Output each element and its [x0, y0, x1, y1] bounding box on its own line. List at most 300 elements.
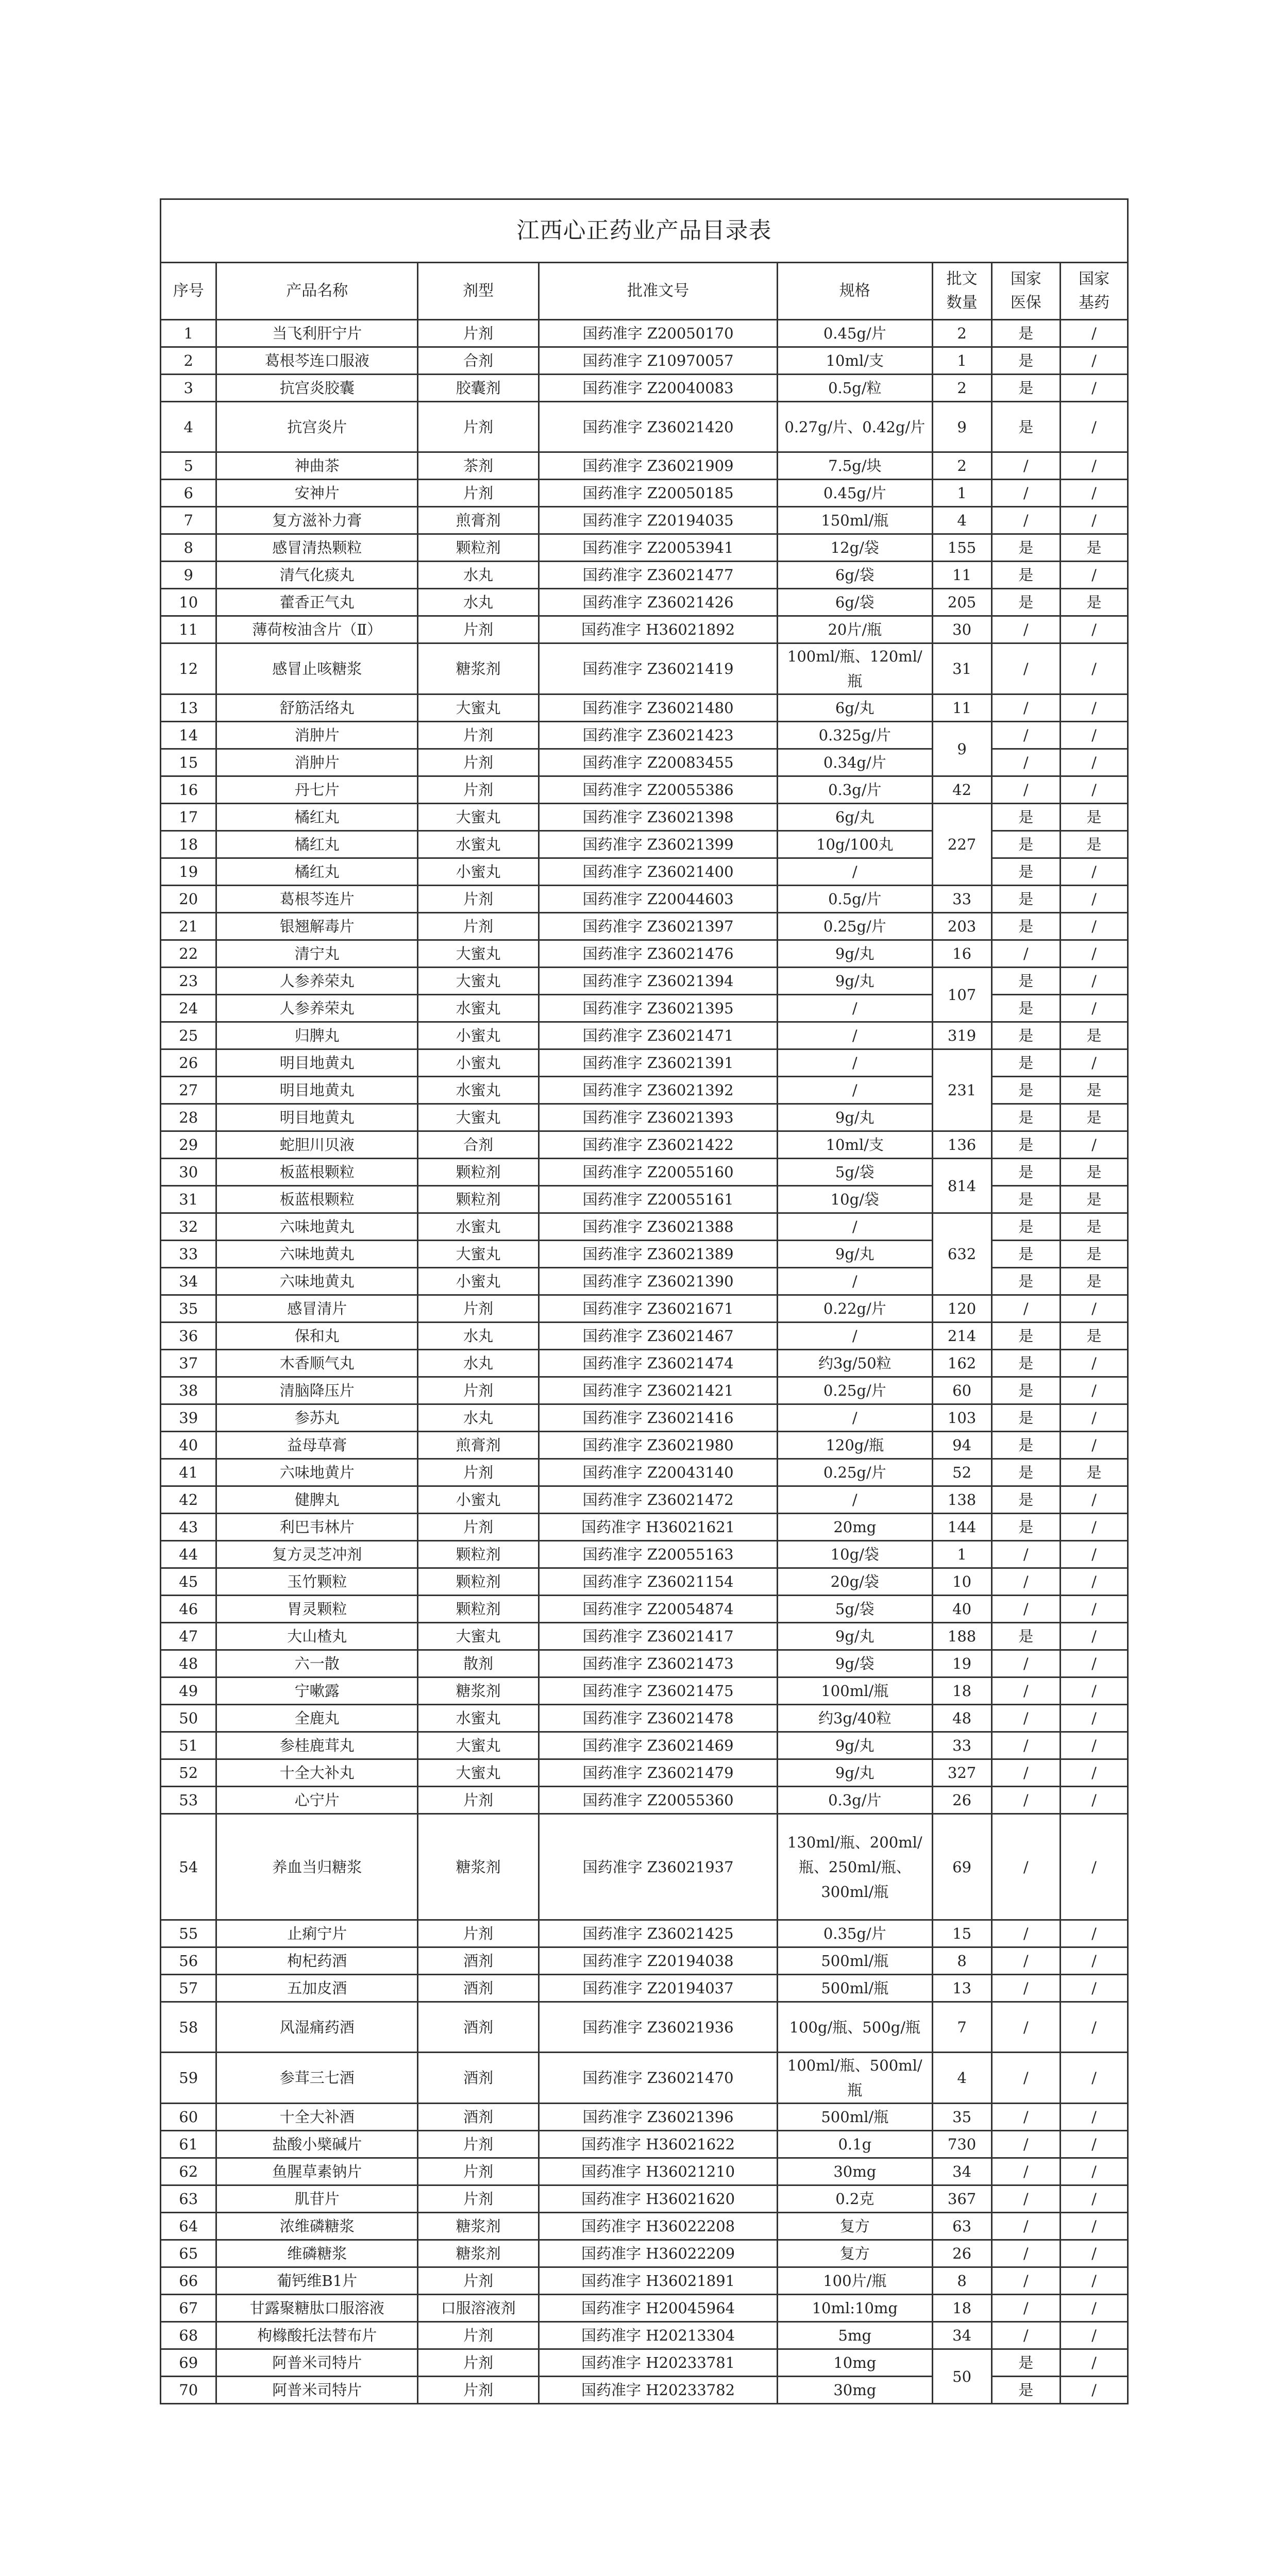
approval-number: 国药准字 H36021210 — [539, 2158, 778, 2185]
approval-number: 国药准字 H36021620 — [539, 2185, 778, 2213]
product-name: 明目地黄丸 — [216, 1049, 418, 1077]
row-number: 33 — [161, 1241, 216, 1268]
national-insurance: / — [991, 507, 1060, 534]
specification: 9g/丸 — [778, 1241, 932, 1268]
essential-drug: 是 — [1060, 1213, 1128, 1241]
national-insurance: / — [991, 1759, 1060, 1787]
table-row — [161, 347, 1128, 375]
batch-count: 107 — [932, 968, 991, 1022]
specification: 5g/袋 — [778, 1596, 932, 1623]
table-row — [161, 2185, 1128, 2213]
product-name: 六味地黄丸 — [216, 1268, 418, 1295]
batch-count: 35 — [932, 2104, 991, 2131]
essential-drug: / — [1060, 2213, 1128, 2240]
essential-drug: / — [1060, 2053, 1128, 2104]
approval-number: 国药准字 Z20050185 — [539, 480, 778, 507]
essential-drug: / — [1060, 776, 1128, 804]
dosage-form: 片剂 — [418, 2158, 539, 2185]
row-number: 53 — [161, 1787, 216, 1814]
table-row — [161, 1759, 1128, 1787]
dosage-form: 大蜜丸 — [418, 694, 539, 722]
national-insurance: / — [991, 1650, 1060, 1677]
dosage-form: 大蜜丸 — [418, 1241, 539, 1268]
header-dosage-form: 剂型 — [418, 263, 539, 320]
row-number: 18 — [161, 831, 216, 858]
row-number: 37 — [161, 1350, 216, 1377]
approval-number: 国药准字 Z20043140 — [539, 1459, 778, 1486]
table-row — [161, 1541, 1128, 1568]
table-row — [161, 1295, 1128, 1323]
table-row — [161, 1732, 1128, 1759]
batch-count: 2 — [932, 375, 991, 402]
national-insurance: / — [991, 643, 1060, 694]
dosage-form: 散剂 — [418, 1650, 539, 1677]
dosage-form: 大蜜丸 — [418, 940, 539, 968]
batch-count: 7 — [932, 2002, 991, 2053]
specification: 30mg — [778, 2158, 932, 2185]
essential-drug: / — [1060, 1131, 1128, 1159]
specification: 9g/丸 — [778, 1623, 932, 1650]
batch-count: 40 — [932, 1596, 991, 1623]
table-row — [161, 2104, 1128, 2131]
batch-count: 136 — [932, 1131, 991, 1159]
batch-count: 48 — [932, 1705, 991, 1732]
dosage-form: 水丸 — [418, 589, 539, 616]
row-number: 56 — [161, 1947, 216, 1975]
specification: 100ml/瓶 — [778, 1677, 932, 1705]
approval-number: 国药准字 Z36021422 — [539, 1131, 778, 1159]
dosage-form: 糖浆剂 — [418, 1814, 539, 1920]
product-name: 参桂鹿茸丸 — [216, 1732, 418, 1759]
table-row — [161, 1131, 1128, 1159]
product-name: 人参养荣丸 — [216, 968, 418, 995]
table-row — [161, 616, 1128, 643]
table-row — [161, 2002, 1128, 2053]
row-number: 29 — [161, 1131, 216, 1159]
product-name: 木香顺气丸 — [216, 1350, 418, 1377]
approval-number: 国药准字 Z36021475 — [539, 1677, 778, 1705]
approval-number: 国药准字 Z36021425 — [539, 1920, 778, 1947]
dosage-form: 酒剂 — [418, 1975, 539, 2002]
specification: 30mg — [778, 2377, 932, 2404]
row-number: 68 — [161, 2322, 216, 2349]
batch-count: 144 — [932, 1514, 991, 1541]
batch-count: 15 — [932, 1920, 991, 1947]
approval-number: 国药准字 Z36021392 — [539, 1077, 778, 1104]
dosage-form: 片剂 — [418, 402, 539, 452]
row-number: 21 — [161, 913, 216, 940]
specification: 6g/袋 — [778, 589, 932, 616]
essential-drug: 是 — [1060, 1077, 1128, 1104]
dosage-form: 合剂 — [418, 347, 539, 375]
specification: 复方 — [778, 2213, 932, 2240]
essential-drug: / — [1060, 1623, 1128, 1650]
national-insurance: 是 — [991, 562, 1060, 589]
approval-number: 国药准字 Z20055386 — [539, 776, 778, 804]
table-row — [161, 940, 1128, 968]
batch-count: 50 — [932, 2349, 991, 2404]
approval-number: 国药准字 Z36021471 — [539, 1022, 778, 1049]
batch-count: 103 — [932, 1404, 991, 1432]
national-insurance: 是 — [991, 1377, 1060, 1404]
essential-drug: / — [1060, 2240, 1128, 2267]
dosage-form: 水蜜丸 — [418, 995, 539, 1022]
specification: 500ml/瓶 — [778, 1947, 932, 1975]
national-insurance: 是 — [991, 995, 1060, 1022]
approval-number: 国药准字 Z36021426 — [539, 589, 778, 616]
approval-number: 国药准字 Z36021476 — [539, 940, 778, 968]
dosage-form: 水蜜丸 — [418, 1077, 539, 1104]
national-insurance: 是 — [991, 1323, 1060, 1350]
approval-number: 国药准字 Z20044603 — [539, 886, 778, 913]
specification: 0.35g/片 — [778, 1920, 932, 1947]
row-number: 16 — [161, 776, 216, 804]
dosage-form: 颗粒剂 — [418, 1596, 539, 1623]
national-insurance: / — [991, 480, 1060, 507]
table-row — [161, 1459, 1128, 1486]
essential-drug: 是 — [1060, 1186, 1128, 1213]
dosage-form: 片剂 — [418, 2349, 539, 2377]
batch-count: 205 — [932, 589, 991, 616]
table-row — [161, 2158, 1128, 2185]
product-name: 复方灵芝冲剂 — [216, 1541, 418, 1568]
table-row — [161, 2213, 1128, 2240]
product-name: 清宁丸 — [216, 940, 418, 968]
specification: 0.1g — [778, 2131, 932, 2158]
product-name: 安神片 — [216, 480, 418, 507]
product-name: 甘露聚糖肽口服溶液 — [216, 2295, 418, 2322]
product-name: 浓维磷糖浆 — [216, 2213, 418, 2240]
product-name: 枸橼酸托法替布片 — [216, 2322, 418, 2349]
product-name: 胃灵颗粒 — [216, 1596, 418, 1623]
table-row — [161, 2295, 1128, 2322]
product-name: 板蓝根颗粒 — [216, 1159, 418, 1186]
batch-count: 10 — [932, 1568, 991, 1596]
approval-number: 国药准字 Z36021399 — [539, 831, 778, 858]
approval-number: 国药准字 Z36021391 — [539, 1049, 778, 1077]
approval-number: 国药准字 Z20054874 — [539, 1596, 778, 1623]
national-insurance: 是 — [991, 2377, 1060, 2404]
dosage-form: 水蜜丸 — [418, 1705, 539, 1732]
product-name: 参苏丸 — [216, 1404, 418, 1432]
dosage-form: 大蜜丸 — [418, 1623, 539, 1650]
essential-drug: / — [1060, 1514, 1128, 1541]
specification: 0.34g/片 — [778, 749, 932, 776]
national-insurance: / — [991, 2185, 1060, 2213]
dosage-form: 片剂 — [418, 480, 539, 507]
row-number: 46 — [161, 1596, 216, 1623]
product-name: 阿普米司特片 — [216, 2349, 418, 2377]
product-name: 丹七片 — [216, 776, 418, 804]
row-number: 5 — [161, 452, 216, 480]
table-row — [161, 1814, 1128, 1920]
table-row — [161, 1650, 1128, 1677]
row-number: 42 — [161, 1486, 216, 1514]
specification: / — [778, 1404, 932, 1432]
row-number: 9 — [161, 562, 216, 589]
product-name: 橘红丸 — [216, 831, 418, 858]
national-insurance: 是 — [991, 347, 1060, 375]
header-batch-count: 批文数量 — [932, 263, 991, 320]
specification: / — [778, 995, 932, 1022]
row-number: 28 — [161, 1104, 216, 1131]
batch-count: 26 — [932, 2240, 991, 2267]
product-name: 复方滋补力膏 — [216, 507, 418, 534]
row-number: 12 — [161, 643, 216, 694]
specification: / — [778, 1077, 932, 1104]
product-name: 当飞利肝宁片 — [216, 320, 418, 347]
national-insurance: 是 — [991, 858, 1060, 886]
dosage-form: 酒剂 — [418, 2002, 539, 2053]
product-name: 薄荷桉油含片（Ⅱ） — [216, 616, 418, 643]
national-insurance: 是 — [991, 1186, 1060, 1213]
essential-drug: / — [1060, 995, 1128, 1022]
batch-count: 162 — [932, 1350, 991, 1377]
national-insurance: 是 — [991, 1159, 1060, 1186]
essential-drug: / — [1060, 2322, 1128, 2349]
national-insurance: / — [991, 2322, 1060, 2349]
approval-number: 国药准字 Z36021980 — [539, 1432, 778, 1459]
row-number: 64 — [161, 2213, 216, 2240]
dosage-form: 小蜜丸 — [418, 1022, 539, 1049]
header-no: 序号 — [161, 263, 216, 320]
dosage-form: 片剂 — [418, 2322, 539, 2349]
product-name: 养血当归糖浆 — [216, 1814, 418, 1920]
dosage-form: 小蜜丸 — [418, 858, 539, 886]
national-insurance: / — [991, 722, 1060, 749]
table-row — [161, 2240, 1128, 2267]
specification: 0.3g/片 — [778, 1787, 932, 1814]
table-row — [161, 534, 1128, 562]
dosage-form: 水丸 — [418, 1323, 539, 1350]
approval-number: 国药准字 Z36021419 — [539, 643, 778, 694]
dosage-form: 片剂 — [418, 2377, 539, 2404]
essential-drug: / — [1060, 940, 1128, 968]
table-row — [161, 2053, 1128, 2104]
national-insurance: / — [991, 1920, 1060, 1947]
approval-number: 国药准字 Z20194038 — [539, 1947, 778, 1975]
table-row — [161, 562, 1128, 589]
dosage-form: 小蜜丸 — [418, 1049, 539, 1077]
product-name: 六一散 — [216, 1650, 418, 1677]
table-row — [161, 1432, 1128, 1459]
national-insurance: 是 — [991, 1268, 1060, 1295]
national-insurance: / — [991, 452, 1060, 480]
approval-number: 国药准字 Z36021396 — [539, 2104, 778, 2131]
national-insurance: / — [991, 1705, 1060, 1732]
essential-drug: / — [1060, 1377, 1128, 1404]
essential-drug: 是 — [1060, 1459, 1128, 1486]
product-name: 蛇胆川贝液 — [216, 1131, 418, 1159]
specification: 0.27g/片、0.42g/片 — [778, 402, 932, 452]
row-number: 31 — [161, 1186, 216, 1213]
row-number: 39 — [161, 1404, 216, 1432]
national-insurance: / — [991, 1947, 1060, 1975]
header-essential-drug: 国家基药 — [1060, 263, 1128, 320]
row-number: 44 — [161, 1541, 216, 1568]
essential-drug: / — [1060, 1596, 1128, 1623]
approval-number: 国药准字 H36022208 — [539, 2213, 778, 2240]
essential-drug: / — [1060, 2267, 1128, 2295]
batch-count: 1 — [932, 347, 991, 375]
essential-drug: / — [1060, 1049, 1128, 1077]
essential-drug: / — [1060, 616, 1128, 643]
national-insurance: 是 — [991, 375, 1060, 402]
approval-number: 国药准字 Z36021398 — [539, 804, 778, 831]
approval-number: 国药准字 Z36021936 — [539, 2002, 778, 2053]
national-insurance: 是 — [991, 1213, 1060, 1241]
specification: / — [778, 1049, 932, 1077]
product-name: 益母草膏 — [216, 1432, 418, 1459]
batch-count: 13 — [932, 1975, 991, 2002]
table-row — [161, 694, 1128, 722]
table-row — [161, 1947, 1128, 1975]
specification: / — [778, 1022, 932, 1049]
dosage-form: 片剂 — [418, 749, 539, 776]
row-number: 4 — [161, 402, 216, 452]
batch-count: 367 — [932, 2185, 991, 2213]
specification: 100g/瓶、500g/瓶 — [778, 2002, 932, 2053]
batch-count: 120 — [932, 1295, 991, 1323]
essential-drug: / — [1060, 1541, 1128, 1568]
batch-count: 94 — [932, 1432, 991, 1459]
specification: 0.2克 — [778, 2185, 932, 2213]
dosage-form: 大蜜丸 — [418, 968, 539, 995]
row-number: 27 — [161, 1077, 216, 1104]
product-catalog-document — [160, 198, 1129, 2404]
dosage-form: 颗粒剂 — [418, 1541, 539, 1568]
batch-count: 52 — [932, 1459, 991, 1486]
row-number: 30 — [161, 1159, 216, 1186]
product-name: 葛根芩连口服液 — [216, 347, 418, 375]
batch-count: 214 — [932, 1323, 991, 1350]
row-number: 15 — [161, 749, 216, 776]
dosage-form: 片剂 — [418, 2185, 539, 2213]
essential-drug: / — [1060, 1920, 1128, 1947]
product-name: 十全大补丸 — [216, 1759, 418, 1787]
row-number: 65 — [161, 2240, 216, 2267]
essential-drug: / — [1060, 886, 1128, 913]
table-row — [161, 452, 1128, 480]
dosage-form: 片剂 — [418, 320, 539, 347]
approval-number: 国药准字 H20213304 — [539, 2322, 778, 2349]
national-insurance: / — [991, 2002, 1060, 2053]
row-number: 41 — [161, 1459, 216, 1486]
specification: 6g/袋 — [778, 562, 932, 589]
national-insurance: / — [991, 2104, 1060, 2131]
approval-number: 国药准字 Z36021479 — [539, 1759, 778, 1787]
specification: 9g/丸 — [778, 1104, 932, 1131]
batch-count: 9 — [932, 402, 991, 452]
essential-drug: 是 — [1060, 804, 1128, 831]
dosage-form: 糖浆剂 — [418, 2240, 539, 2267]
essential-drug: / — [1060, 2295, 1128, 2322]
national-insurance: / — [991, 2295, 1060, 2322]
approval-number: 国药准字 Z36021421 — [539, 1377, 778, 1404]
specification: 10mg — [778, 2349, 932, 2377]
dosage-form: 酒剂 — [418, 2053, 539, 2104]
dosage-form: 片剂 — [418, 886, 539, 913]
product-name: 十全大补酒 — [216, 2104, 418, 2131]
batch-count: 231 — [932, 1049, 991, 1131]
batch-count: 19 — [932, 1650, 991, 1677]
batch-count: 8 — [932, 1947, 991, 1975]
national-insurance: / — [991, 694, 1060, 722]
row-number: 69 — [161, 2349, 216, 2377]
national-insurance: 是 — [991, 589, 1060, 616]
specification: 9g/袋 — [778, 1650, 932, 1677]
table-row — [161, 2267, 1128, 2295]
specification: 20g/袋 — [778, 1568, 932, 1596]
batch-count: 18 — [932, 1677, 991, 1705]
specification: 0.45g/片 — [778, 320, 932, 347]
row-number: 55 — [161, 1920, 216, 1947]
product-name: 橘红丸 — [216, 804, 418, 831]
approval-number: 国药准字 Z36021469 — [539, 1732, 778, 1759]
batch-count: 155 — [932, 534, 991, 562]
header-product-name: 产品名称 — [216, 263, 418, 320]
essential-drug: / — [1060, 2377, 1128, 2404]
row-number: 43 — [161, 1514, 216, 1541]
batch-count: 33 — [932, 1732, 991, 1759]
essential-drug: / — [1060, 347, 1128, 375]
batch-count: 8 — [932, 2267, 991, 2295]
specification: 0.25g/片 — [778, 1377, 932, 1404]
approval-number: 国药准字 Z36021474 — [539, 1350, 778, 1377]
essential-drug: 是 — [1060, 831, 1128, 858]
batch-count: 814 — [932, 1159, 991, 1213]
product-name: 六味地黄丸 — [216, 1213, 418, 1241]
specification: 0.3g/片 — [778, 776, 932, 804]
dosage-form: 酒剂 — [418, 1947, 539, 1975]
table-row — [161, 913, 1128, 940]
approval-number: 国药准字 Z36021467 — [539, 1323, 778, 1350]
batch-count: 34 — [932, 2158, 991, 2185]
specification: 复方 — [778, 2240, 932, 2267]
specification: 10ml/支 — [778, 1131, 932, 1159]
header-specification: 规格 — [778, 263, 932, 320]
product-name: 抗宫炎片 — [216, 402, 418, 452]
approval-number: 国药准字 Z36021671 — [539, 1295, 778, 1323]
dosage-form: 胶囊剂 — [418, 375, 539, 402]
essential-drug: / — [1060, 749, 1128, 776]
row-number: 63 — [161, 2185, 216, 2213]
table-row — [161, 507, 1128, 534]
batch-count: 18 — [932, 2295, 991, 2322]
specification: 10g/100丸 — [778, 831, 932, 858]
dosage-form: 片剂 — [418, 913, 539, 940]
dosage-form: 合剂 — [418, 1131, 539, 1159]
table-body — [161, 320, 1128, 2404]
row-number: 23 — [161, 968, 216, 995]
approval-number: 国药准字 Z36021470 — [539, 2053, 778, 2104]
table-row — [161, 402, 1128, 452]
specification: 9g/丸 — [778, 1732, 932, 1759]
approval-number: 国药准字 Z36021395 — [539, 995, 778, 1022]
essential-drug: / — [1060, 1295, 1128, 1323]
specification: 0.5g/粒 — [778, 375, 932, 402]
dosage-form: 片剂 — [418, 1514, 539, 1541]
essential-drug: 是 — [1060, 1022, 1128, 1049]
row-number: 2 — [161, 347, 216, 375]
essential-drug: / — [1060, 375, 1128, 402]
row-number: 70 — [161, 2377, 216, 2404]
essential-drug: / — [1060, 2002, 1128, 2053]
table-row — [161, 320, 1128, 347]
product-name: 枸杞药酒 — [216, 1947, 418, 1975]
product-name: 消肿片 — [216, 722, 418, 749]
table-row — [161, 968, 1128, 995]
